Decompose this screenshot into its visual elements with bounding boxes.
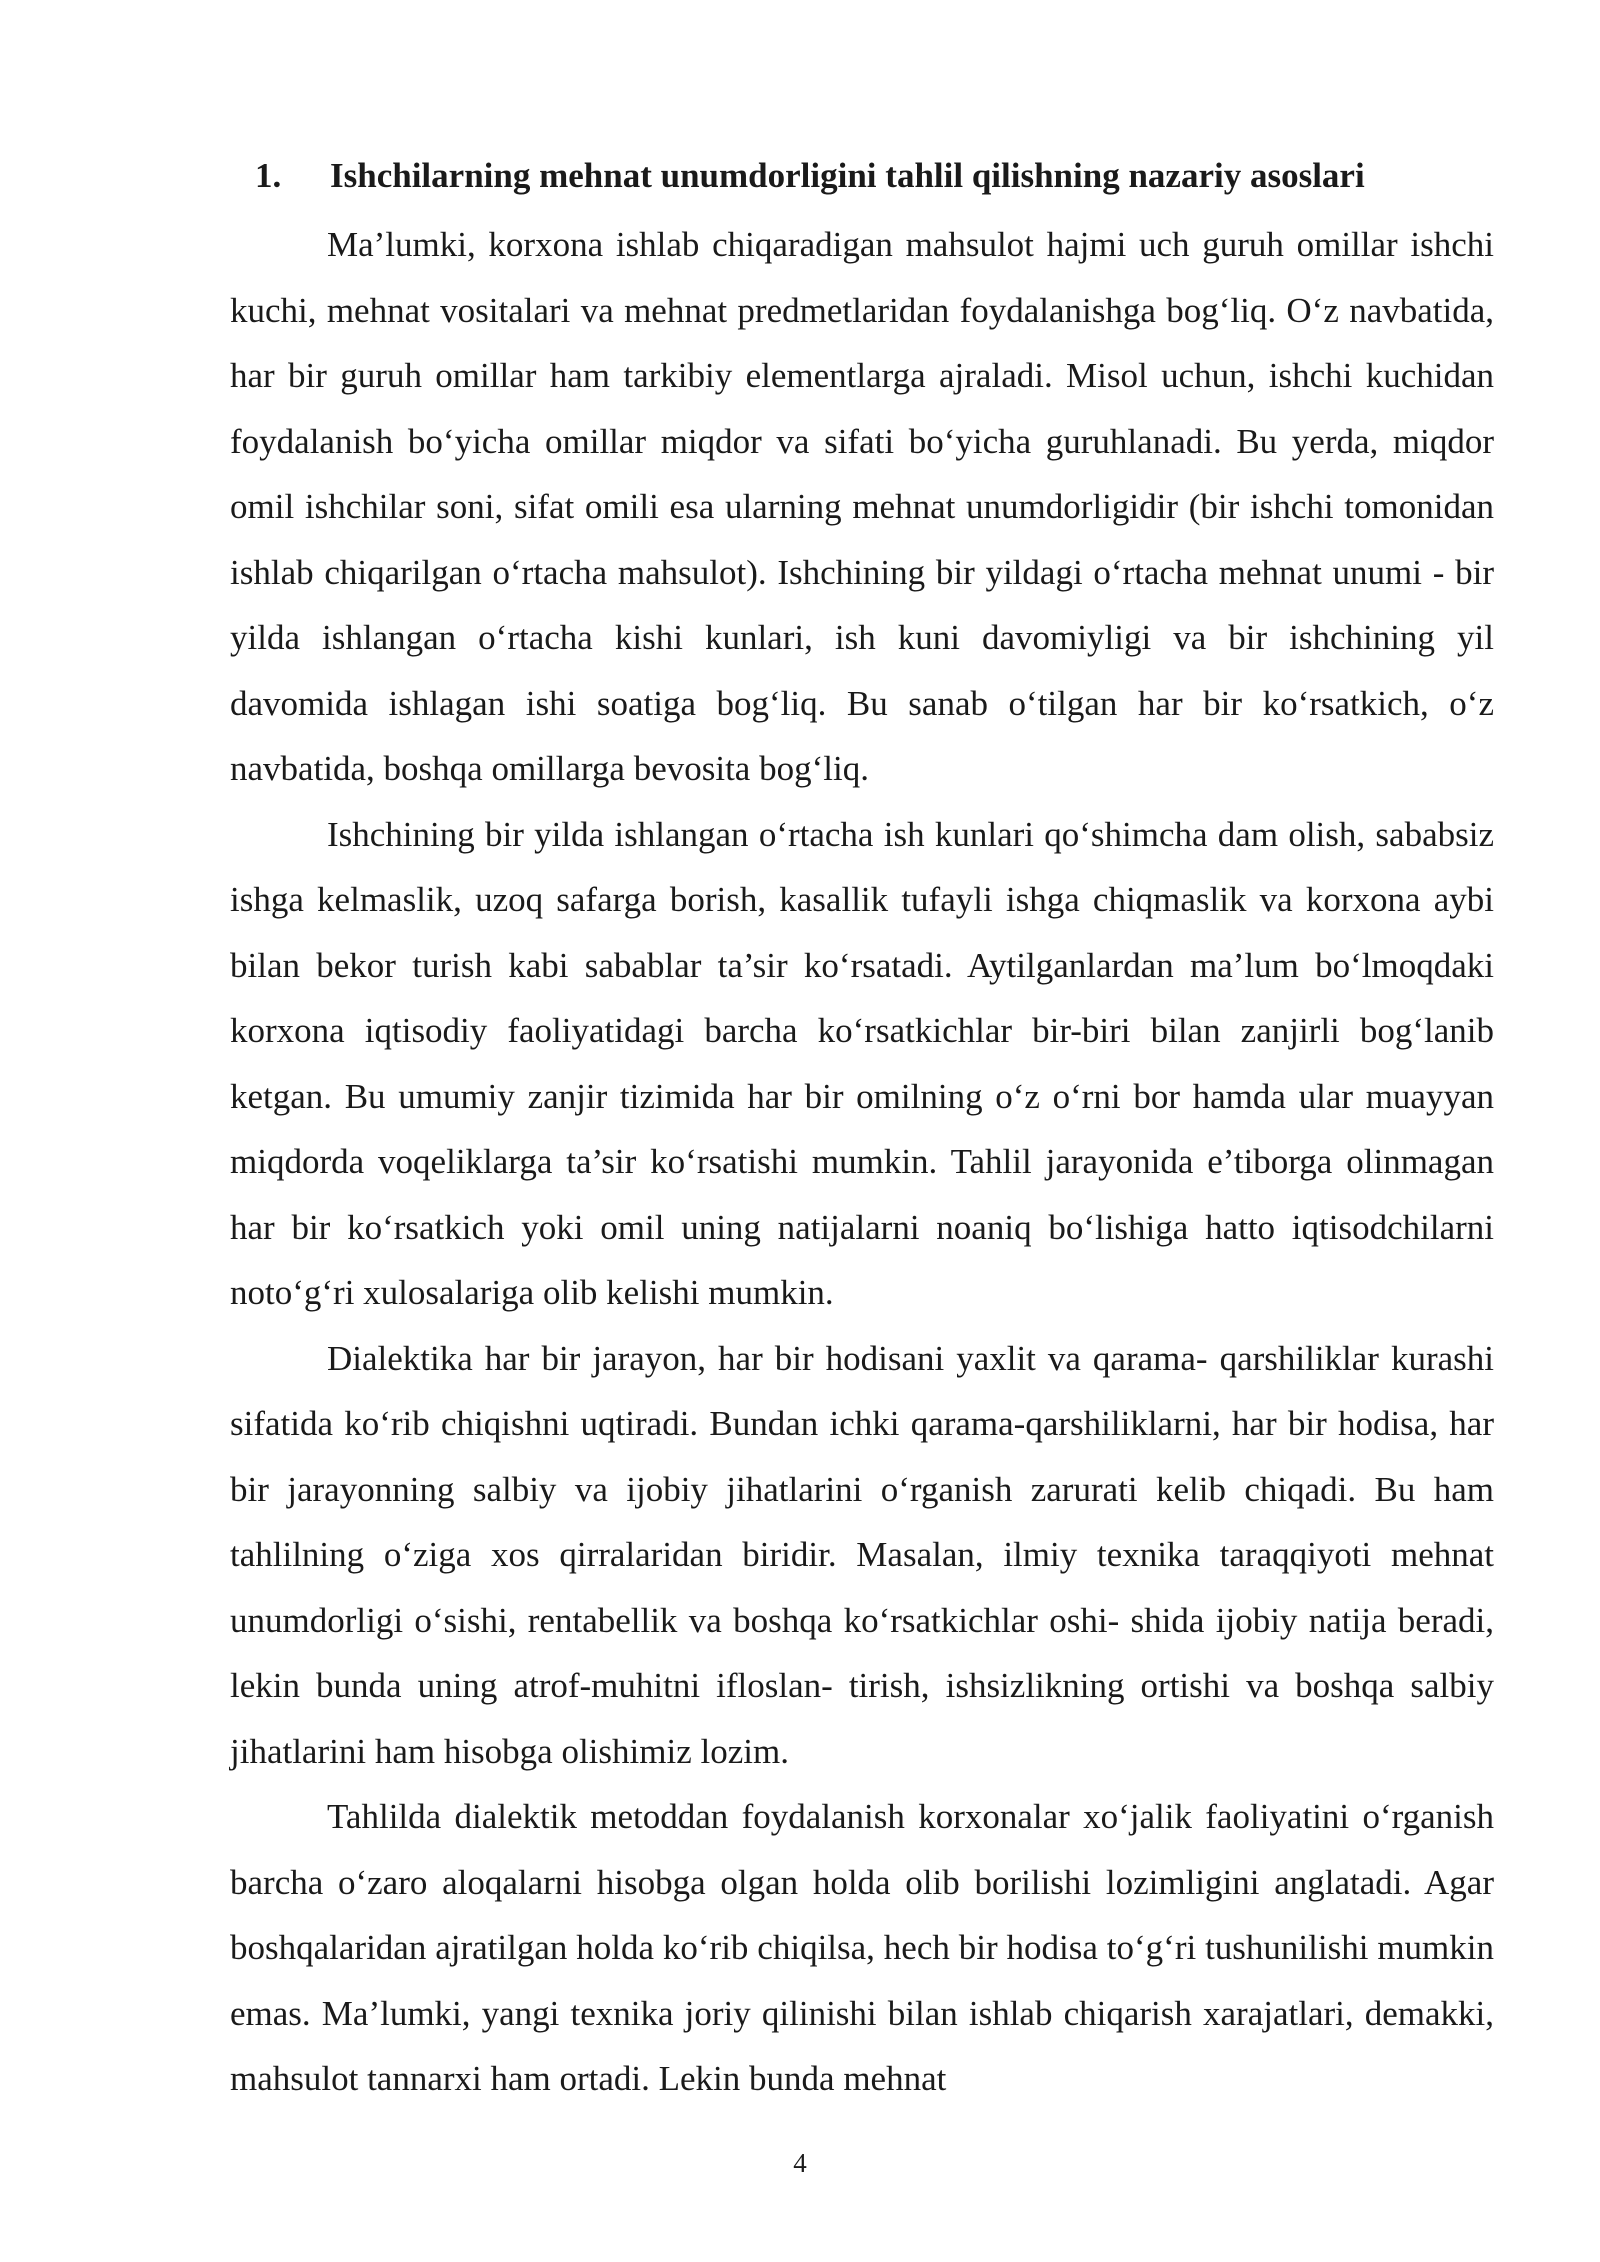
section-heading [230, 150, 1494, 202]
document-page [230, 150, 1494, 2112]
paragraph-3: Dialektika har bir jarayon, har bir hodisani yaxlit va qarama- qarshiliklar kurashi sifatida ko‘rib chiqishni uqtiradi. Bundan ichki qarama-qarshiliklarni, har bir hodisa, har bir jarayonning salbiy va ijobiy jihatlarini o‘rganish zarurati kelib chiqadi. Bu ham tahlilning o‘ziga xos qirralaridan biridir. Masalan, ilmiy texnika taraqqiyoti mehnat unumdorligi o‘sishi, rentabellik va boshqa ko‘rsatkichlar oshi- shida ijobiy natija beradi, lekin bunda uning atrof-muhitni ifloslan- tirish, ishsizlikning ortishi va boshqa salbiy jihatlarini ham hisobga olishimiz lozim. [230, 1338, 1494, 1771]
section-number: 1. [255, 156, 282, 195]
paragraph-4: Tahlilda dialektik metoddan foydalanish korxonalar xo‘jalik faoliyatini o‘rganish barcha o‘zaro aloqalarni hisobga olgan holda olib borilishi lozimligini anglatadi. Agar boshqalaridan ajratilgan holda ko‘rib chiqilsa, hech bir hodisa to‘g‘ri tushunilishi mumkin emas. Ma’lumki, yangi texnika joriy qilinishi bilan ishlab chiqarish xarajatlari, demakki, mahsulot tannarxi ham ortadi. Lekin bunda mehnat [230, 1797, 1494, 2098]
section-title: Ishchilarning mehnat unumdorligini tahlil qilishning nazariy asoslari [330, 156, 1365, 195]
paragraph-1: Ma’lumki, korxona ishlab chiqaradigan mahsulot hajmi uch guruh omillar ishchi kuchi, mehnat vositalari va mehnat predmetlaridan foydalanishga bog‘liq. O‘z navbatida, har bir guruh omillar ham tarkibiy elementlarga ajraladi. Misol uchun, ishchi kuchidan foydalanish bo‘yicha omillar miqdor va sifati bo‘yicha guruhlanadi. Bu yerda, miqdor omil ishchilar soni, sifat omili esa ularning mehnat unumdorligidir (bir ishchi tomonidan ishlab chiqarilgan o‘rtacha mahsulot). Ishchining bir yildagi o‘rtacha mehnat unumi - bir yilda ishlangan o‘rtacha kishi kunlari, ish kuni davomiyligi va bir ishchining yil davomida ishlagan ishi soatiga bog‘liq. Bu sanab o‘tilgan har bir ko‘rsatkich, o‘z navbatida, boshqa omillarga bevosita bog‘liq. [230, 225, 1494, 788]
page-number: 4 [793, 2148, 807, 2178]
paragraph-2: Ishchining bir yilda ishlangan o‘rtacha ish kunlari qo‘shimcha dam olish, sababsiz ishga kelmaslik, uzoq safarga borish, kasallik tufayli ishga chiqmaslik va korxona aybi bilan bekor turish kabi sabablar ta’sir ko‘rsatadi. Aytilganlardan ma’lum bo‘lmoqdaki korxona iqtisodiy faoliyatidagi barcha ko‘rsatkichlar bir-biri bilan zanjirli bog‘lanib ketgan. Bu umumiy zanjir tizimida har bir omilning o‘z o‘rni bor hamda ular muayyan miqdorda voqeliklarga ta’sir ko‘rsatishi mumkin. Tahlil jarayonida e’tiborga olinmagan har bir ko‘rsatkich yoki omil uning natijalarni noaniq bo‘lishiga hatto iqtisodchilarni noto‘g‘ri xulosalariga olib kelishi mumkin. [230, 814, 1494, 1312]
